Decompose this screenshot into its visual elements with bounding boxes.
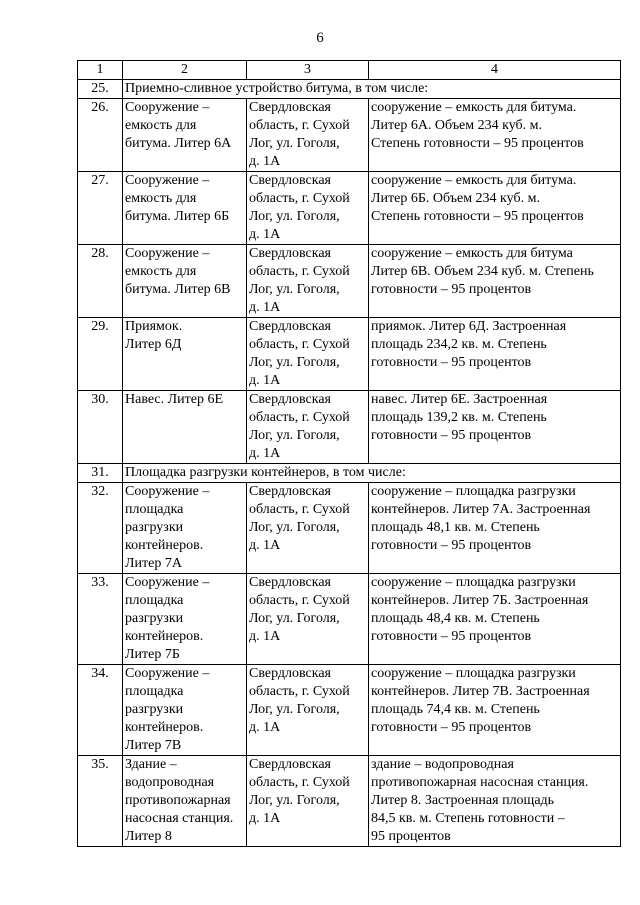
table-body — [78, 80, 621, 847]
header-row — [78, 61, 621, 80]
row-number: 28. — [78, 245, 123, 318]
description-cell: сооружение – емкость для битума. Литер 6Б. Объем 234 куб. м. Степень готовности – 95 процентов — [369, 172, 621, 245]
column-number-4: 4 — [369, 61, 621, 80]
object-name-cell: Сооружение – емкость для битума. Литер 6А — [123, 99, 247, 172]
object-name-cell: Сооружение – площадка разгрузки контейнеров. Литер 7А — [123, 483, 247, 574]
table-row — [78, 483, 621, 574]
address-cell: Свердловская область, г. Сухой Лог, ул. Гоголя, д. 1А — [247, 483, 369, 574]
section-row — [78, 464, 621, 483]
property-table — [77, 60, 621, 847]
row-number: 33. — [78, 574, 123, 665]
address-cell: Свердловская область, г. Сухой Лог, ул. Гоголя, д. 1А — [247, 574, 369, 665]
section-title: Площадка разгрузки контейнеров, в том числе: — [123, 464, 621, 483]
table-row — [78, 391, 621, 464]
row-number: 29. — [78, 318, 123, 391]
description-cell: сооружение – площадка разгрузки контейнеров. Литер 7Б. Застроенная площадь 48,4 кв. м. Степень готовности – 95 процентов — [369, 574, 621, 665]
table-row — [78, 665, 621, 756]
address-cell: Свердловская область, г. Сухой Лог, ул. Гоголя, д. 1А — [247, 318, 369, 391]
table-row — [78, 318, 621, 391]
table-row — [78, 756, 621, 847]
table-header — [78, 61, 621, 80]
description-cell: сооружение – площадка разгрузки контейнеров. Литер 7А. Застроенная площадь 48,1 кв. м. Степень готовности – 95 процентов — [369, 483, 621, 574]
object-name-cell: Навес. Литер 6Е — [123, 391, 247, 464]
address-cell: Свердловская область, г. Сухой Лог, ул. Гоголя, д. 1А — [247, 391, 369, 464]
object-name-cell: Сооружение – емкость для битума. Литер 6В — [123, 245, 247, 318]
table-row — [78, 574, 621, 665]
row-number: 32. — [78, 483, 123, 574]
row-number: 34. — [78, 665, 123, 756]
description-cell: приямок. Литер 6Д. Застроенная площадь 234,2 кв. м. Степень готовности – 95 процентов — [369, 318, 621, 391]
section-row — [78, 80, 621, 99]
column-number-3: 3 — [247, 61, 369, 80]
column-number-1: 1 — [78, 61, 123, 80]
table-row — [78, 172, 621, 245]
column-number-2: 2 — [123, 61, 247, 80]
section-title: Приемно-сливное устройство битума, в том числе: — [123, 80, 621, 99]
row-number: 30. — [78, 391, 123, 464]
object-name-cell: Сооружение – емкость для битума. Литер 6Б — [123, 172, 247, 245]
description-cell: сооружение – емкость для битума Литер 6В. Объем 234 куб. м. Степень готовности – 95 процентов — [369, 245, 621, 318]
address-cell: Свердловская область, г. Сухой Лог, ул. Гоголя, д. 1А — [247, 172, 369, 245]
object-name-cell: Сооружение – площадка разгрузки контейнеров. Литер 7Б — [123, 574, 247, 665]
row-number: 31. — [78, 464, 123, 483]
row-number: 35. — [78, 756, 123, 847]
address-cell: Свердловская область, г. Сухой Лог, ул. Гоголя, д. 1А — [247, 665, 369, 756]
row-number: 27. — [78, 172, 123, 245]
address-cell: Свердловская область, г. Сухой Лог, ул. Гоголя, д. 1А — [247, 245, 369, 318]
table-row — [78, 99, 621, 172]
object-name-cell: Приямок. Литер 6Д — [123, 318, 247, 391]
object-name-cell: Сооружение – площадка разгрузки контейнеров. Литер 7В — [123, 665, 247, 756]
address-cell: Свердловская область, г. Сухой Лог, ул. Гоголя, д. 1А — [247, 99, 369, 172]
row-number: 26. — [78, 99, 123, 172]
description-cell: сооружение – площадка разгрузки контейнеров. Литер 7В. Застроенная площадь 74,4 кв. м. Степень готовности – 95 процентов — [369, 665, 621, 756]
table-row — [78, 245, 621, 318]
page-number: 6 — [316, 30, 324, 46]
row-number: 25. — [78, 80, 123, 99]
description-cell: здание – водопроводная противопожарная насосная станция. Литер 8. Застроенная площадь 84,5 кв. м. Степень готовности – 95 процентов — [369, 756, 621, 847]
object-name-cell: Здание – водопроводная противопожарная насосная станция. Литер 8 — [123, 756, 247, 847]
description-cell: навес. Литер 6Е. Застроенная площадь 139,2 кв. м. Степень готовности – 95 процентов — [369, 391, 621, 464]
description-cell: сооружение – емкость для битума. Литер 6А. Объем 234 куб. м. Степень готовности – 95 процентов — [369, 99, 621, 172]
address-cell: Свердловская область, г. Сухой Лог, ул. Гоголя, д. 1А — [247, 756, 369, 847]
